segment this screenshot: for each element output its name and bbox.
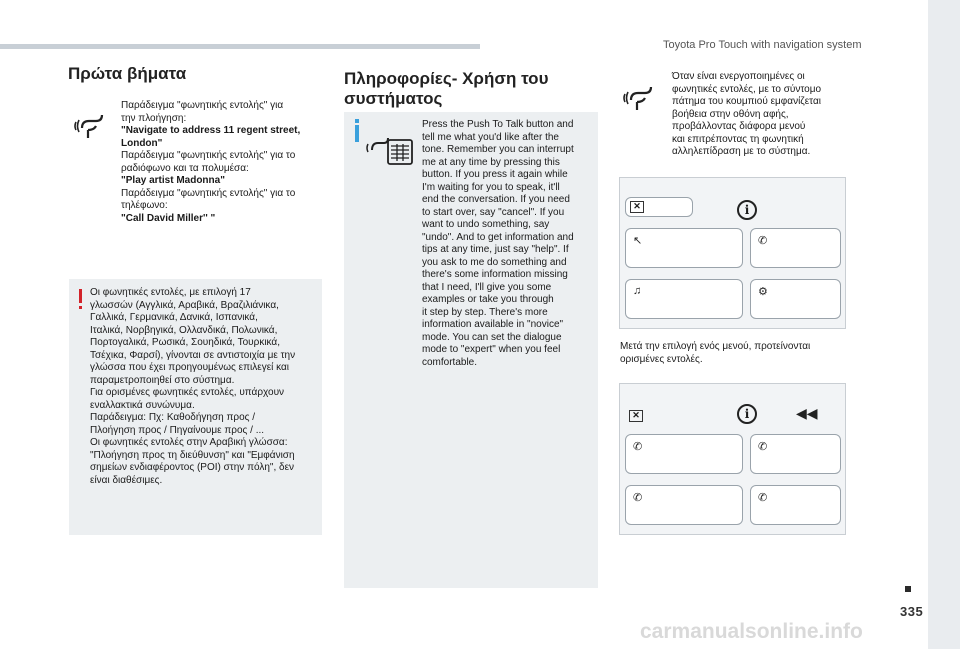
push-to-talk-icon — [366, 128, 414, 168]
phone-icon: ✆ — [758, 492, 768, 504]
gear-icon: ⚙ — [758, 286, 768, 298]
back-icon[interactable]: ◀◀ — [796, 405, 818, 421]
help-screen-intro: Όταν είναι ενεργοποιημένες οι φωνητικές εντολές, με το σύντομο πάτημα του κουμπιού εμφανίζεται βοήθεια στην οθόνη αφής, προβάλλοντας διάφορα μενού και επιτρέποντας τη φωνητική αλληλεπίδραση με το σύστημα. — [672, 71, 822, 157]
command-button[interactable] — [625, 434, 743, 474]
close-icon[interactable]: ✕ — [629, 410, 643, 422]
command-button[interactable] — [750, 434, 841, 474]
music-note-icon: ♫ — [633, 285, 642, 297]
example-line: Παράδειγμα "φωνητικής εντολής" για — [121, 100, 284, 111]
close-screen-button[interactable] — [625, 197, 693, 217]
navigation-icon: ↖ — [633, 235, 643, 247]
warning-icon — [79, 289, 82, 303]
command-button[interactable] — [750, 485, 841, 525]
header-rule — [0, 44, 480, 49]
example-line: Παράδειγμα "φωνητικής εντολής" για το — [121, 150, 296, 161]
menu-navigation-button[interactable] — [625, 228, 743, 268]
phone-icon: ✆ — [758, 441, 768, 453]
header-title: Toyota Pro Touch with navigation system — [663, 39, 862, 51]
example-line: την πλοήγηση: — [121, 112, 187, 124]
voice-help-screen-main — [619, 177, 846, 329]
warning-text: Οι φωνητικές εντολές, με επιλογή 17 γλωσσών (Αγγλικά, Αραβικά, Βραζιλιάνικα, Γαλλικά, Γερμανικά, Δανικά, Ισπανικά, Ιταλικά, Νορβηγικά, Ολλανδικά, Πολωνικά, Πορτογαλικά, Ρωσικά, Σουηδικά, Τουρκικά, Τσέχικα, Φαρσί), γίνονται σε αντιστοιχία με την γλώσσα που έχει προηγουμένως επιλεγεί και παραμετροποιηθεί στο σύστημα. Για ορισμένες φωνητικές εντολές, υπάρχουν εναλλακτικά συνώνυμα. Παράδειγμα: Πχ: Καθοδήγηση προς / Πλοήγηση προς / Πηγαίνουμε προς / ... Οι φωνητικές εντολές στην Αραβική γλώσσα: "Πλοήγηση προς τη διεύθυνση" και "Εμφάνιση σημείων ενδιαφέροντος (POI) στην πόλη", δεν είναι διαθέσιμες. — [90, 287, 296, 486]
menu-phone-button[interactable] — [750, 228, 841, 268]
example-line: London" — [121, 137, 163, 149]
example-line: "Play artist Madonna" — [121, 175, 225, 186]
info-icon[interactable]: i — [737, 404, 757, 424]
page-number: 335 — [900, 604, 924, 619]
info-icon — [355, 125, 359, 142]
menu-settings-button[interactable] — [750, 279, 841, 319]
phone-icon: ✆ — [758, 235, 768, 247]
phone-icon: ✆ — [633, 492, 643, 504]
phone-icon: ✆ — [633, 441, 643, 453]
page-marker — [905, 586, 911, 592]
command-button[interactable] — [625, 485, 743, 525]
voice-command-icon — [74, 108, 114, 142]
warning-icon-dot — [79, 306, 82, 309]
section-title-first-steps: Πρώτα βήματα — [68, 64, 187, 83]
menu-caption: Μετά την επιλογή ενός μενού, προτείνονται ορισμένες εντολές. — [620, 341, 811, 365]
example-line: τηλέφωνο: — [121, 200, 168, 211]
section-title-system-info: Πληροφορίες- Χρήση του συστήματος — [344, 69, 549, 108]
example-line: Παράδειγμα "φωνητικής εντολής" για το — [121, 187, 296, 199]
page-side-strip — [928, 0, 960, 649]
example-line: "Navigate to address 11 regent street, — [121, 125, 301, 136]
voice-help-screen-submenu — [619, 383, 846, 535]
info-icon-dot — [355, 119, 359, 123]
voice-command-icon — [623, 80, 663, 114]
info-icon[interactable]: i — [737, 200, 757, 220]
close-icon: ✕ — [630, 201, 644, 213]
example-line: ραδιόφωνο και τα πολυμέσα: — [121, 162, 249, 174]
menu-media-button[interactable] — [625, 279, 743, 319]
watermark: carmanualsonline.info — [640, 620, 863, 643]
info-text: Press the Push To Talk button and tell me what you'd like after the tone. Remember you can interrupt me at any time by pressing this button. If you press it again while I'm waiting for you to speak, it'll end the conversation. If you need to start over, say "cancel". If you want to undo something, say "undo". And to get information and tips at any time, just say "help". If you ask to me do something and there's some information missing that I need, I'll give you some examples or take you through it step by step. There's more information available in "novice" mode. You can set the dialogue mode to "expert" when you feel comfortable. — [422, 119, 574, 368]
first-steps-examples — [121, 100, 321, 225]
example-line: "Call David Miller'' " — [121, 212, 216, 224]
